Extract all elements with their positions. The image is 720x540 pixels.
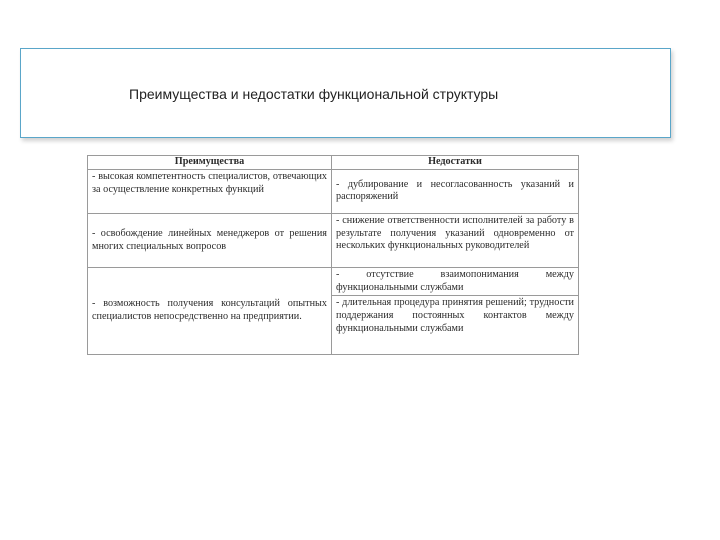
table-row [88,213,579,267]
disadvantage-cell: - снижение ответственности исполнителей за работу в результате получения указаний одновременно от нескольких функциональных руководителей [332,213,579,267]
comparison-table [87,155,579,355]
header-disadvantages: Недостатки [332,156,579,170]
disadvantage-cell: - отсутствие взаимопонимания между функциональными службами [332,267,579,296]
disadvantage-cell: - длительная процедура принятия решений; трудности поддержания постоянных контактов между функциональными службами [332,296,579,355]
title-box [20,48,671,138]
advantage-cell: - освобождение линейных менеджеров от решения многих специальных вопросов [88,213,332,267]
advantage-cell: - возможность получения консультаций опытных специалистов непосредственно на предприятии. [88,267,332,354]
header-advantages: Преимущества [88,156,332,170]
disadvantage-cell: - дублирование и несогласованность указаний и распоряжений [332,169,579,213]
table-row [88,267,579,296]
slide-title: Преимущества и недостатки функциональной структуры [129,86,499,102]
table-header-row [88,156,579,170]
table-row [88,169,579,213]
advantage-cell: - высокая компетентность специалистов, отвечающих за осуществление конкретных функций [88,169,332,213]
